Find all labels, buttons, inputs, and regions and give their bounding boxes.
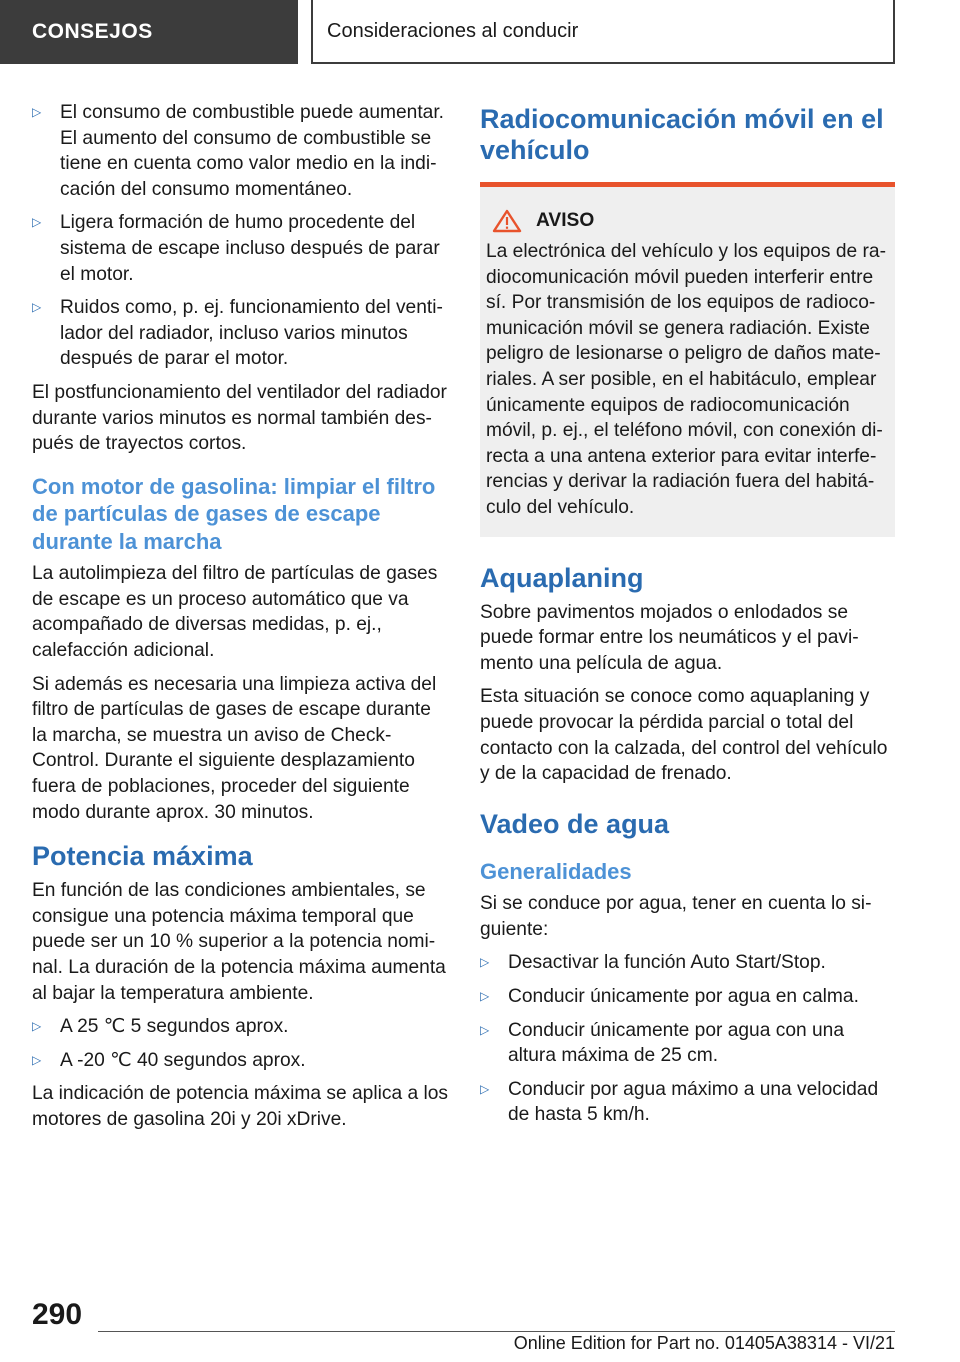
paragraph: Esta situación se conoce como aquaplaning y puede provocar la pérdida parcial o total del contacto con la calzada, del control del vehículo y de la capacidad de frenado.	[480, 686, 888, 785]
warning-label: AVISO	[536, 210, 595, 231]
heading-vadeo: Vadeo de agua	[480, 808, 670, 839]
list-item: ▷ Ruidos como, p. ej. funcionamiento del ventilador del radiador, incluso varios minutos después de parar el motor.	[32, 297, 443, 370]
triangle-bullet-icon: ▷	[32, 300, 42, 315]
triangle-bullet-icon: ▷	[32, 215, 42, 230]
heading-generalidades: Generalidades	[480, 858, 632, 884]
list-item: ▷ Ligera formación de humo procedente del sistema de escape incluso después de parar el motor.	[32, 212, 440, 285]
paragraph: En función de las condiciones ambientales, se consigue una potencia máxima temporal que puede ser un 10 % superior a la potencia nominal. La duración de la potencia máxima aumenta al bajar la temperatura ambiente.	[32, 880, 446, 1004]
bullet-list-effects	[32, 100, 448, 372]
triangle-bullet-icon: ▷	[480, 955, 490, 970]
triangle-bullet-icon: ▷	[480, 1081, 490, 1096]
footer-divider	[98, 1331, 895, 1332]
triangle-bullet-icon: ▷	[32, 1019, 42, 1034]
warning-triangle-icon	[492, 209, 522, 233]
section-tab: CONSEJOS	[0, 0, 298, 64]
paragraph: Si además es necesaria una limpieza activa del filtro de partículas de gases de escape durante la marcha, se muestra un aviso de Check-Control. Durante el siguiente desplazamiento fuera de poblaciones, proceder del siguiente modo durante aprox. 30 minutos.	[32, 673, 437, 823]
warning-title	[486, 209, 889, 233]
list-item: ▷ A -20 ℃ 40 segundos aprox.	[32, 1048, 448, 1074]
list-item: ▷ Conducir únicamente por agua en calma.	[480, 984, 895, 1010]
edition-text: Online Edition for Part no. 01405A38314 - VI/21	[513, 1333, 895, 1353]
heading-filtro: Con motor de gasolina: limpiar el filtro de partículas de gases de escape durante la marcha	[32, 473, 436, 554]
triangle-bullet-icon: ▷	[480, 988, 490, 1003]
paragraph: Sobre pavimentos mojados o enlodados se puede formar entre los neumáticos y el pavimento una película de agua.	[480, 601, 859, 674]
warning-text: La electrónica del vehículo y los equipos de radiocomunicación móvil pueden interferir entre sí. Por transmisión de los equipos de radiocomunicación móvil se genera radiación. Existe peligro de lesionarse o peligro de daños materiales. A ser posible, en el habitáculo, emplear únicamente equipos de radiocomunicación móvil, p. ej., el teléfono móvil, con conexión directa a una antena exterior para evitar interferencias y derivar la radiación fuera del habitáculo del vehículo.	[486, 241, 886, 518]
paragraph: El postfuncionamiento del ventilador del radiador durante varios minutos es normal también después de trayectos cortos.	[32, 381, 447, 455]
list-item: ▷ Conducir por agua máximo a una velocidad de hasta 5 km/h.	[480, 1078, 879, 1126]
page-header	[0, 0, 960, 66]
paragraph: La autolimpieza del filtro de partículas de gases de escape es un proceso automático que va acompañado de diversas medidas, p. ej., calefacción adicional.	[32, 563, 438, 661]
list-item: ▷ Desactivar la función Auto Start/Stop.	[480, 950, 895, 976]
bullet-list-potencia	[32, 1014, 448, 1073]
list-item: ▷ A 25 ℃ 5 segundos aprox.	[32, 1014, 448, 1040]
right-column	[480, 100, 895, 1136]
heading-radio: Radiocomunicación móvil en el vehículo	[480, 104, 884, 165]
paragraph: La indicación de potencia máxima se aplica a los motores de gasolina 20i y 20i xDrive.	[32, 1083, 448, 1130]
heading-aquaplaning: Aquaplaning	[480, 562, 644, 593]
triangle-bullet-icon: ▷	[32, 1052, 42, 1067]
page-number: 290	[32, 1298, 83, 1331]
paragraph: Si se conduce por agua, tener en cuenta lo siguiente:	[480, 893, 872, 940]
heading-potencia: Potencia máxima	[32, 841, 253, 872]
bullet-list-vadeo	[480, 950, 895, 1128]
chapter-title: Consideraciones al conducir	[311, 0, 895, 64]
left-column	[32, 100, 448, 1141]
triangle-bullet-icon: ▷	[480, 1022, 490, 1037]
warning-box	[480, 182, 895, 537]
triangle-bullet-icon: ▷	[32, 105, 42, 119]
list-item: ▷ Conducir únicamente por agua con una altura máxima de 25 cm.	[480, 1019, 845, 1067]
list-item: ▷ El consumo de combustible puede aumentar. El aumento del consumo de combustible se tiene en cuenta como valor medio en la indicación del consumo momentáneo.	[32, 102, 444, 200]
